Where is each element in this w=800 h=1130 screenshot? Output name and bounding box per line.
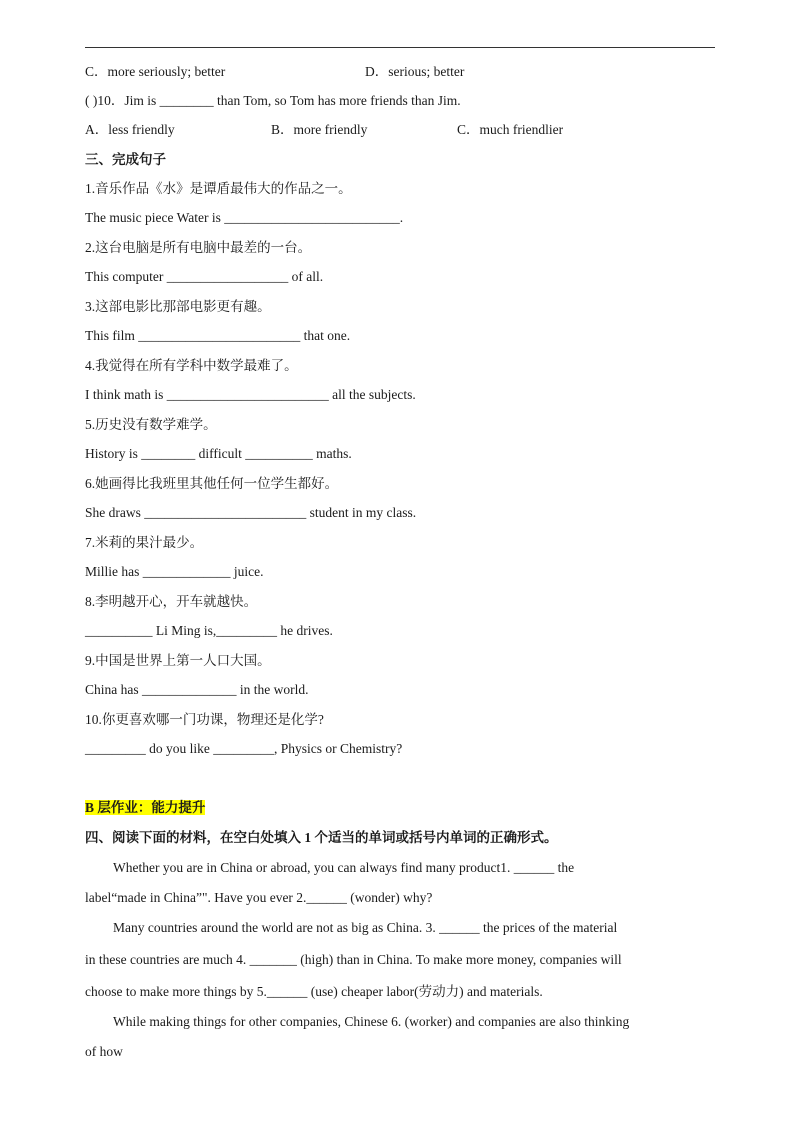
s3-item7-en: Millie has _____________ juice. bbox=[85, 564, 264, 579]
s3-item6-cn: 6.她画得比我班里其他任何一位学生都好。 bbox=[85, 476, 339, 491]
s3-item8-en: __________ Li Ming is,_________ he drives. bbox=[85, 623, 333, 638]
q9-option-d: D．serious; better bbox=[365, 64, 465, 79]
section3-heading: 三、完成句子 bbox=[85, 152, 166, 167]
q9-option-c: C．more seriously; better bbox=[85, 64, 226, 79]
s3-item5-en: History is ________ difficult __________ maths. bbox=[85, 446, 352, 461]
s3-item5-cn: 5.历史没有数学难学。 bbox=[85, 417, 217, 432]
s3-item1-cn: 1.音乐作品《水》是谭盾最伟大的作品之一。 bbox=[85, 181, 352, 196]
q10-option-b: B．more friendly bbox=[271, 122, 368, 137]
layer-b-label bbox=[85, 799, 205, 817]
s3-item10-en: _________ do you like _________, Physics or Chemistry? bbox=[85, 741, 403, 756]
s3-item1-en: The music piece Water is __________________________. bbox=[85, 210, 404, 225]
s3-item10-cn: 10.你更喜欢哪一门功课，物理还是化学? bbox=[85, 712, 324, 727]
q10-stem: ( )10．Jim is ________ than Tom, so Tom has more friends than Jim. bbox=[85, 93, 461, 108]
s4-p3-line2: of how bbox=[85, 1044, 123, 1059]
s4-p2-line3: choose to make more things by 5.______ (use) cheaper labor(劳动力) and materials. bbox=[85, 984, 543, 999]
s4-p2-line1: Many countries around the world are not as big as China. 3. ______ the prices of the material bbox=[113, 920, 618, 935]
s3-item2-cn: 2.这台电脑是所有电脑中最差的一台。 bbox=[85, 240, 312, 255]
s4-p1-line1: Whether you are in China or abroad, you can always find many product1. ______ the bbox=[113, 860, 575, 875]
s3-item7-cn: 7.米莉的果汁最少。 bbox=[85, 535, 204, 550]
q10-option-c: C．much friendlier bbox=[457, 122, 564, 137]
q10-option-a: A．less friendly bbox=[85, 122, 175, 137]
s4-p2-line2: in these countries are much 4. _______ (high) than in China. To make more money, companies will bbox=[85, 952, 622, 967]
s3-item9-en: China has ______________ in the world. bbox=[85, 682, 309, 697]
s3-item2-en: This computer __________________ of all. bbox=[85, 269, 324, 284]
s3-item9-cn: 9.中国是世界上第一人口大国。 bbox=[85, 653, 271, 668]
s4-p3-line1: While making things for other companies, Chinese 6. (worker) and companies are also thinking bbox=[113, 1014, 630, 1029]
layer-b-highlight: B 层作业：能力提升 bbox=[85, 800, 206, 815]
s3-item3-en: This film ________________________ that one. bbox=[85, 328, 351, 343]
s4-p1-line2: label“made in China”". Have you ever 2.______ (wonder) why? bbox=[85, 890, 433, 905]
section4-heading: 四、阅读下面的材料，在空白处填入 1 个适当的单词或括号内单词的正确形式。 bbox=[85, 830, 558, 845]
s3-item8-cn: 8.李明越开心，开车就越快。 bbox=[85, 594, 258, 609]
header-rule bbox=[85, 47, 715, 48]
s3-item3-cn: 3.这部电影比那部电影更有趣。 bbox=[85, 299, 271, 314]
s3-item4-cn: 4.我觉得在所有学科中数学最难了。 bbox=[85, 358, 298, 373]
s3-item4-en: I think math is ________________________ all the subjects. bbox=[85, 387, 416, 402]
s3-item6-en: She draws ________________________ student in my class. bbox=[85, 505, 417, 520]
